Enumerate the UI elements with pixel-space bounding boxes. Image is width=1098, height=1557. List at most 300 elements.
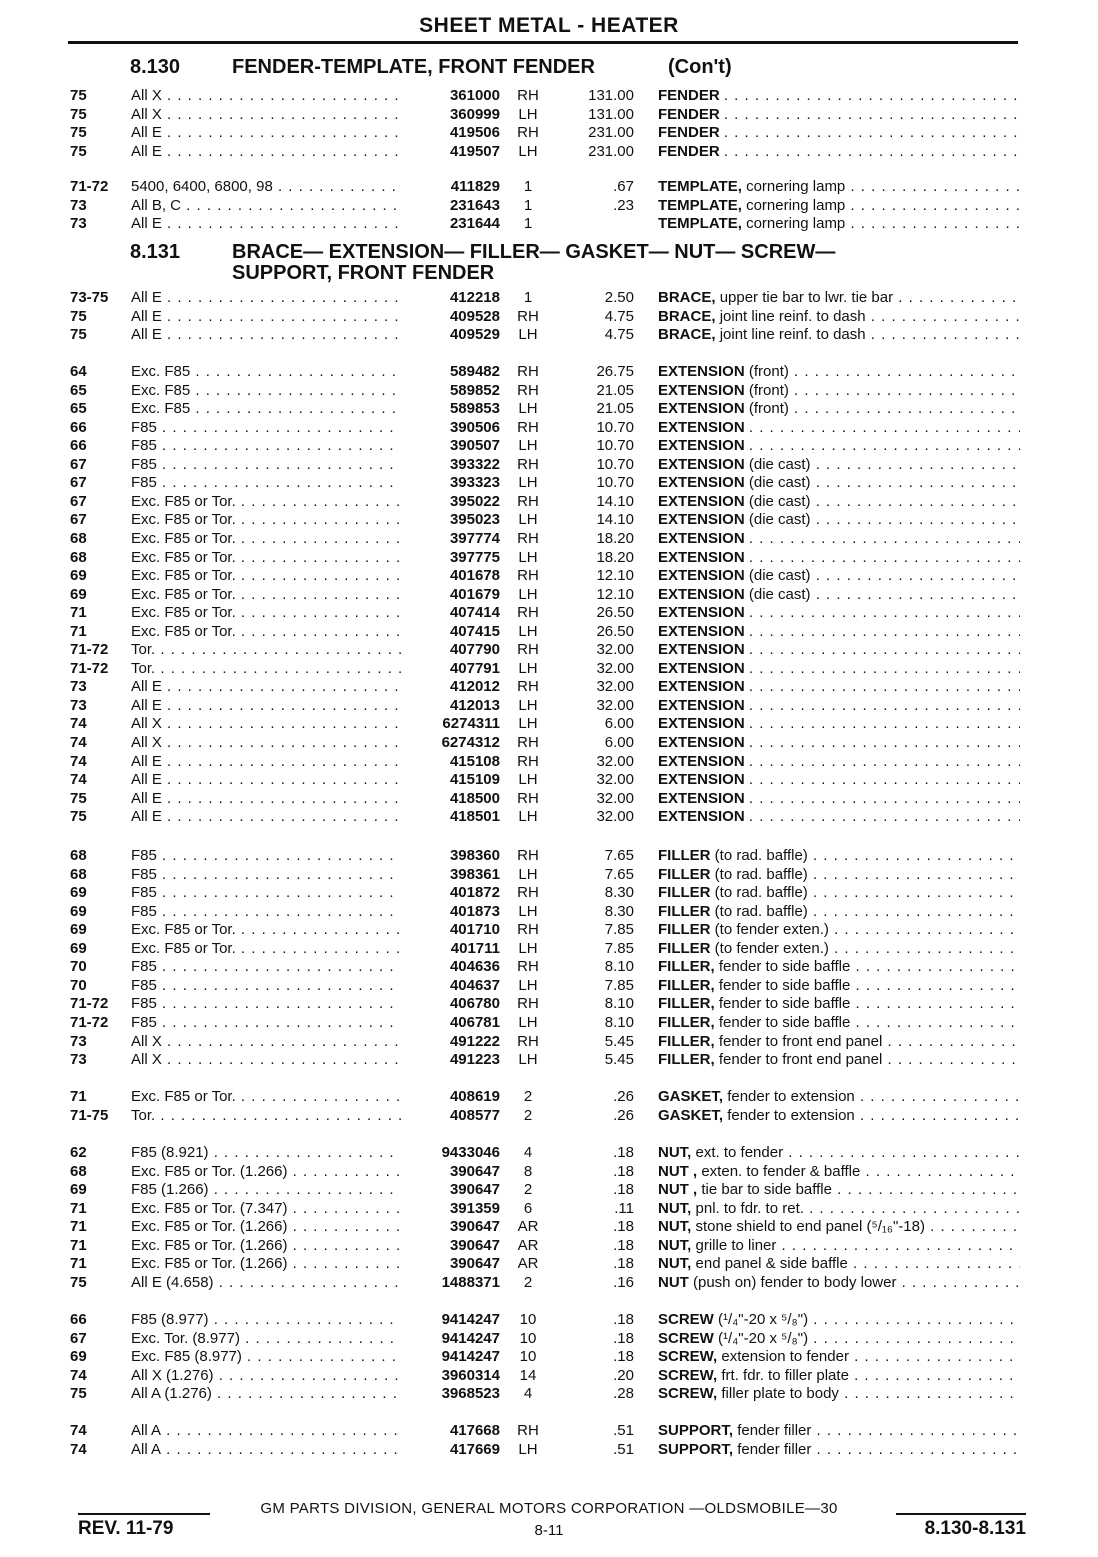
application: Exc. F85 or Tor. . . . [131,622,401,641]
footer-publisher: GM PARTS DIVISION, GENERAL MOTORS CORPORATION —OLDSMOBILE—30 [260,1500,838,1517]
description [658,957,1020,976]
part-number: 9433046 [441,1144,500,1161]
footer-page-number: 8-11 [534,1522,564,1539]
quantity: LH [518,808,538,826]
quantity: LH [518,474,538,492]
parts-row [0,288,1098,307]
model-year: 71-72 [70,659,109,677]
part-name: FILLER [658,865,711,883]
part-name: EXTENSION [658,548,745,566]
model-year: 68 [70,865,87,883]
part-number: 360999 [449,105,500,123]
quantity: 6 [523,1199,533,1217]
parts-row [0,1199,1098,1218]
part-number: 401710 [449,921,500,939]
model-year: 73 [70,215,87,233]
description [658,1440,1020,1459]
price: .18 [613,1311,634,1328]
model-year: 68 [70,548,87,566]
application: All E . . . [131,770,401,789]
application: All E . . . [131,142,401,161]
description [658,307,1020,326]
application: F85 . . . [131,473,401,492]
description [658,677,1020,696]
quantity: 14 [519,1366,537,1384]
part-detail: (to rad. baffle) [714,847,808,864]
part-name: EXTENSION [658,752,745,770]
model-year: 73-75 [70,289,109,306]
quantity: LH [518,771,538,789]
price: .51 [613,1422,634,1439]
parts-row [0,1087,1098,1106]
part-name: FENDER [658,87,720,104]
part-number: 390647 [449,1181,500,1199]
description [658,1310,1020,1329]
quantity: LH [518,585,538,603]
quantity: 2 [523,1181,533,1199]
part-detail: tie bar to side baffle [701,1181,832,1199]
price: 131.00 [588,105,634,123]
model-year: 74 [70,1440,87,1458]
price: .18 [613,1162,634,1180]
section-number: 8.131 [130,241,181,263]
description [658,714,1020,733]
application: Exc. F85 or Tor. . . . [131,510,401,529]
part-detail: (die cast) [748,474,811,492]
application: Exc. F85 or Tor. (1.266) . . . [131,1236,401,1255]
part-number: 409528 [449,307,500,325]
part-name: FENDER [658,142,720,160]
price: 8.30 [604,884,634,902]
part-number: 419506 [449,124,500,142]
application: Exc. F85 or Tor. . . . [131,492,401,511]
part-name: EXTENSION [658,734,745,751]
quantity: RH [517,492,539,510]
description [658,640,1020,659]
part-name: EXTENSION [658,678,745,696]
part-number: 408577 [449,1106,500,1124]
parts-row [0,603,1098,622]
application: Exc. F85 or Tor. (1.266) . . . [131,1162,401,1181]
parts-row [0,807,1098,826]
model-year: 71 [70,1199,87,1217]
parts-row [0,1310,1098,1329]
quantity: LH [518,105,538,123]
model-year: 75 [70,789,87,807]
part-detail: (die cast) [748,455,811,473]
part-name: FILLER [658,902,711,920]
price: 8.10 [604,995,634,1013]
model-year: 75 [70,142,87,160]
description [658,752,1020,771]
price: .18 [613,1329,634,1347]
parts-row [0,585,1098,604]
part-name: EXTENSION [658,715,745,733]
description [658,920,1020,939]
part-detail: (front) [748,363,789,380]
part-name: EXTENSION [658,381,745,399]
application: F85 . . . [131,994,401,1013]
parts-row [0,1440,1098,1459]
part-number: 418500 [449,789,500,807]
model-year: 67 [70,474,87,492]
description [658,86,1020,105]
price: 231.00 [588,124,634,142]
application: All X . . . [131,86,401,105]
part-detail: (die cast) [748,567,811,585]
header-rule [68,41,1018,44]
description [658,1236,1020,1255]
part-name: EXTENSION [658,455,745,473]
application: Exc. F85 or Tor. . . . [131,603,401,622]
quantity: LH [518,1051,538,1069]
model-year: 69 [70,567,87,585]
part-number: 412013 [449,696,500,714]
quantity: LH [518,548,538,566]
part-number: 390647 [449,1162,500,1180]
price: 21.05 [596,381,634,399]
part-name: NUT, [658,1144,692,1161]
quantity: 1 [523,215,533,233]
quantity: LH [518,865,538,883]
parts-row [0,883,1098,902]
model-year: 74 [70,1422,87,1439]
quantity: RH [517,921,539,939]
part-name: EXTENSION [658,363,745,380]
quantity: LH [518,659,538,677]
part-detail: frt. fdr. to filler plate [721,1366,849,1384]
price: 26.50 [596,622,634,640]
part-detail: fender to side baffle [718,1013,851,1031]
footer-section-range: 8.130-8.131 [924,1518,1026,1539]
part-name: NUT , [658,1181,698,1199]
part-number: 3968523 [441,1385,500,1403]
section-title: BRACE— EXTENSION— FILLER— GASKET— NUT— SCREW— [232,241,836,263]
parts-row [0,1162,1098,1181]
application: F85 . . . [131,846,401,865]
part-number: 412218 [449,289,500,306]
part-detail: grille to liner [695,1236,777,1254]
application: All E . . . [131,123,401,142]
application: All X (1.276) . . . [131,1366,401,1385]
parts-row [0,86,1098,105]
parts-row [0,123,1098,142]
parts-row [0,770,1098,789]
price: 4.75 [604,326,634,344]
quantity: 10 [519,1311,537,1328]
model-year: 69 [70,884,87,902]
price: 32.00 [596,752,634,770]
part-name: EXTENSION [658,437,745,455]
model-year: 69 [70,585,87,603]
quantity: AR [517,1255,539,1273]
description [658,548,1020,567]
quantity: LH [518,1013,538,1031]
description [658,177,1020,196]
part-name: NUT, [658,1218,692,1236]
part-name: FILLER, [658,976,715,994]
description [658,529,1020,548]
application: F85 . . . [131,883,401,902]
price: 14.10 [596,492,634,510]
page-title: SHEET METAL - HEATER [419,14,679,37]
price: 6.00 [604,734,634,751]
description [658,142,1020,161]
description [658,1366,1020,1385]
part-name: FILLER, [658,1013,715,1031]
model-year: 69 [70,1348,87,1366]
price: .67 [613,178,634,195]
part-detail: fender filler [737,1422,812,1439]
application: All A (1.276) . . . [131,1384,401,1403]
part-number: 415109 [449,771,500,789]
description [658,603,1020,622]
application: Tor. . . . [131,1106,401,1125]
application: F85 (8.977) . . . [131,1310,401,1329]
model-year: 75 [70,808,87,826]
part-name: SUPPORT, [658,1440,734,1458]
description [658,381,1020,400]
part-detail: (die cast) [748,585,811,603]
quantity: AR [517,1236,539,1254]
model-year: 75 [70,105,87,123]
parts-row [0,142,1098,161]
application: F85 (8.921) . . . [131,1143,401,1162]
description [658,473,1020,492]
part-name: BRACE, [658,307,716,325]
application: Exc. F85 or Tor. . . . [131,939,401,958]
description [658,1421,1020,1440]
parts-row [0,1366,1098,1385]
application: Exc. F85 or Tor. . . . [131,566,401,585]
part-number: 417668 [449,1422,500,1439]
part-name: FENDER [658,105,720,123]
quantity: AR [517,1218,539,1236]
model-year: 69 [70,902,87,920]
price: 32.00 [596,789,634,807]
part-detail: end panel & side baffle [695,1255,848,1273]
part-number: 407791 [449,659,500,677]
part-name: EXTENSION [658,567,745,585]
part-name: FILLER, [658,995,715,1013]
price: 32.00 [596,808,634,826]
description [658,399,1020,418]
parts-row [0,1180,1098,1199]
application: F85 . . . [131,1013,401,1032]
model-year: 69 [70,921,87,939]
price: .18 [613,1218,634,1236]
part-number: 418501 [449,808,500,826]
quantity: 2 [523,1273,533,1291]
part-name: EXTENSION [658,696,745,714]
parts-row [0,1273,1098,1292]
quantity: RH [517,529,539,547]
parts-row [0,214,1098,233]
model-year: 75 [70,326,87,344]
description [658,1329,1020,1348]
parts-row [0,1384,1098,1403]
part-detail: extension to fender [721,1348,849,1366]
description [658,585,1020,604]
part-detail: exten. to fender & baffle [701,1162,861,1180]
parts-row [0,677,1098,696]
quantity: LH [518,437,538,455]
part-name: FILLER, [658,1051,715,1069]
application: Exc. F85 (8.977) . . . [131,1347,401,1366]
part-number: 361000 [449,87,500,104]
part-number: 231644 [449,215,500,233]
model-year: 62 [70,1144,87,1161]
price: 231.00 [588,142,634,160]
part-name: NUT [658,1273,689,1291]
parts-row [0,177,1098,196]
model-year: 71-72 [70,178,109,195]
parts-row [0,659,1098,678]
model-year: 71 [70,1218,87,1236]
part-detail: cornering lamp [746,215,846,233]
quantity: RH [517,641,539,659]
description [658,846,1020,865]
part-number: 395022 [449,492,500,510]
parts-row [0,1217,1098,1236]
parts-row [0,939,1098,958]
price: .20 [613,1366,634,1384]
price: 7.65 [604,865,634,883]
price: 10.70 [596,418,634,436]
quantity: RH [517,381,539,399]
footer-revision: REV. 11-79 [78,1518,174,1539]
part-number: 409529 [449,326,500,344]
part-detail: (¹/₄"-20 x ⁵/₈") [718,1329,809,1347]
description [658,939,1020,958]
model-year: 71 [70,1088,87,1105]
quantity: RH [517,567,539,585]
application: All E . . . [131,752,401,771]
application: All A . . . [131,1440,401,1459]
price: 32.00 [596,678,634,696]
parts-row [0,696,1098,715]
quantity: 2 [523,1088,533,1105]
description [658,566,1020,585]
price: .11 [614,1199,634,1217]
description [658,362,1020,381]
application: All E . . . [131,214,401,233]
part-number: 491222 [449,1032,500,1050]
parts-row [0,399,1098,418]
description [658,865,1020,884]
application: All X . . . [131,1032,401,1051]
model-year: 71-72 [70,641,109,659]
parts-row [0,325,1098,344]
application: F85 . . . [131,436,401,455]
quantity: RH [517,307,539,325]
application: All X . . . [131,1050,401,1069]
part-number: 9414247 [441,1311,500,1328]
application: All E . . . [131,696,401,715]
application: Exc. F85 or Tor. . . . [131,920,401,939]
application: All E . . . [131,789,401,808]
part-number: 407415 [449,622,500,640]
quantity: RH [517,847,539,864]
description [658,976,1020,995]
description [658,455,1020,474]
model-year: 73 [70,196,87,214]
part-number: 397775 [449,548,500,566]
part-name: EXTENSION [658,771,745,789]
model-year: 73 [70,1051,87,1069]
quantity: 8 [523,1162,533,1180]
price: 6.00 [604,715,634,733]
model-year: 67 [70,1329,87,1347]
part-name: EXTENSION [658,585,745,603]
model-year: 71 [70,1236,87,1254]
model-year: 65 [70,381,87,399]
quantity: LH [518,511,538,529]
quantity: RH [517,604,539,622]
part-name: EXTENSION [658,789,745,807]
application: All X . . . [131,714,401,733]
description [658,1273,1020,1292]
price: 7.65 [604,847,634,864]
description [658,696,1020,715]
part-detail: fender to extension [727,1088,855,1105]
price: 26.50 [596,604,634,622]
part-name: EXTENSION [658,604,745,622]
description [658,733,1020,752]
part-name: NUT, [658,1255,692,1273]
model-year: 68 [70,847,87,864]
parts-row [0,1421,1098,1440]
part-detail: fender to front end panel [718,1051,883,1069]
description [658,1199,1020,1218]
description [658,1217,1020,1236]
quantity: LH [518,715,538,733]
model-year: 67 [70,511,87,529]
parts-row [0,381,1098,400]
part-number: 491223 [449,1051,500,1069]
model-year: 71 [70,604,87,622]
description [658,789,1020,808]
part-number: 393323 [449,474,500,492]
model-year: 71-75 [70,1106,109,1124]
part-name: FILLER [658,939,711,957]
application: All E . . . [131,325,401,344]
price: 10.70 [596,474,634,492]
application: F85 . . . [131,957,401,976]
part-name: GASKET, [658,1088,724,1105]
part-number: 589482 [449,363,500,380]
part-name: FILLER, [658,958,715,976]
quantity: RH [517,455,539,473]
part-name: SCREW [658,1311,714,1328]
part-number: 231643 [449,196,500,214]
application: Exc. F85 . . . [131,399,401,418]
part-number: 411829 [450,178,500,195]
price: .18 [613,1348,634,1366]
quantity: 10 [519,1348,537,1366]
application: Exc. F85 or Tor. (1.266) . . . [131,1217,401,1236]
section-title: FENDER-TEMPLATE, FRONT FENDER [232,56,595,78]
price: 21.05 [596,400,634,418]
model-year: 74 [70,1366,87,1384]
application: All A . . . [131,1421,401,1440]
parts-row [0,902,1098,921]
model-year: 67 [70,455,87,473]
price: 32.00 [596,771,634,789]
description [658,1254,1020,1273]
model-year: 75 [70,1385,87,1403]
quantity: 4 [523,1144,533,1161]
